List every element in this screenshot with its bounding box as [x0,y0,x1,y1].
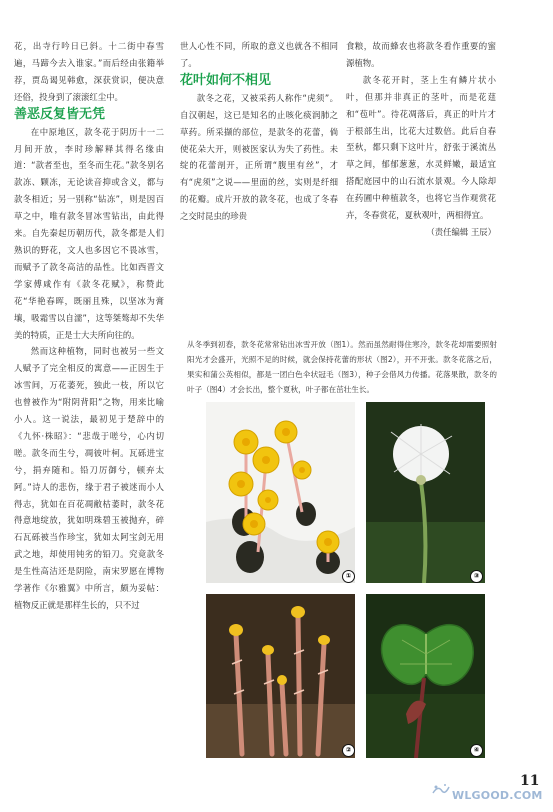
paragraph: 世人心性不同，所取的意义也就各不相同了。 [180,41,338,68]
paragraph: 花，出寺行吟日已斜。十二街中春雪遍，马蹄今去入谁家。”而后经由张籍举荐，贾岛谒见韩愈，深获赏识，便决意还俗，投身到了滚滚红尘中。 [14,41,164,102]
paragraph: 款冬之花，又被采药人称作“虎须”。自汉朝起，这已是知名的止咳化痰润肺之草药。所采撷的部位，是款冬的花蕾，倘使花朵大开，则被医家认为失了药性。未绽的花蕾剖开，正所谓“腹里有丝”，才有“虎须”之说——里面的丝，实则是纤细的花瓣。成片开放的款冬花，也成了冬春之交时昆虫的珍贵 [180,92,338,222]
paragraph: 食粮，故而蜂农也将款冬看作重要的蜜源植物。 [346,41,496,68]
paragraph: 在中原地区，款冬花于阴历十一二月间开放，李时珍解释其得名缘由道：“款者至也，至冬而生花。”款冬别名款冻、颗冻，无论读音抑或含义，都与款冬相近；另一别称“钻冻”，则是因百草之中，唯有款冬冒冰雪钻出，由此得来。自先秦起历朝历代，款冬都是人们熟识的野花，文人也多因它不畏冰雪，而赋予了款冬高洁的品性。比如西晋文学家傅咸作有《款冬花赋》，称赞此花“华艳春晖，既丽且殊，以坚冰为膏壤，吸霜雪以自濡”，这等桀骜却不失华美的特质，正是士大夫所向往的。 [14,126,164,340]
figure-number-badge: ① [342,570,355,583]
figure-number-badge: ② [342,744,355,757]
article-column-2 [180,38,338,225]
photo-flower-buds [206,594,355,758]
section-heading: 善恶反复皆无凭 [14,106,106,122]
seed-head-illustration [366,402,485,583]
article-column-3 [346,38,496,241]
photo-leaf [366,594,485,758]
paragraph: 款冬花开时，茎上生有鳞片状小叶，但那并非真正的茎叶，而是花莛和“苞叶”。待花凋落后，真正的叶片才于根部生出，比花大过数倍。此后自春至秋，都只剩下这叶片，舒张于溪流丛草之间，郁郁葱葱，水灵鲜嫩，最适宜搭配庭园中的山石流水景观。今人除却在药圃中种植款冬，也将它当作观赏花卉，冬春赏花，夏秋观叶，两相得宜。 [346,74,496,221]
photo-seed-head [366,402,485,583]
photo-flowers-in-snow [206,402,355,583]
flowers-in-snow-illustration [206,402,355,583]
watermark: WLGOOD.COM [452,789,543,802]
figure-number-badge: ④ [470,744,483,757]
page-number: 11 [520,773,540,789]
editor-credit: （责任编辑 王辰） [426,226,496,237]
watermark-logo-icon [432,783,450,797]
article-column-1 [14,38,164,614]
paragraph: 然而这种植物，同时也被另一些文人赋予了完全相反的寓意——正因生于冰雪间，万花萎死，独此一枝，所以它也曾被作为“附阴背阳”之物，用来比喻小人。这一说法，最初见于楚辞中的《九怀·株昭》：“悲哉于嗟兮，心内切嗟。款冬而生兮，凋彼叶柯。瓦砾进宝兮，捐弃随和。铅刀厉御兮，顿弃太阿。”诗人的悲伤，缘于君子被迷而小人得志，犹如在百花凋敝枯萎时，款冬花得意地绽放，犹如明珠碧玉被抛弃，碎石瓦砾被当作珍宝，犹如太阿宝剑无用武之地，却使用钝劣的铅刀。究竟款冬是生性高洁还是阴险，南宋罗愿在博物学著作《尔雅翼》中所言，颇为妥帖：植物反正就是那样生长的，只不过 [14,346,164,610]
section-heading: 花叶如何不相见 [180,72,272,88]
figure-caption: 从冬季到初春，款冬花常常钻出冰雪开放（图1）。然而虽然耐得住寒冷，款冬花却需要照射阳光才会盛开，光照不足的时候，就会保持花蕾的形状（图2），开不开张。款冬花落之后，果实和蒲公英相似，都是一团白色伞状冠毛（图3），种子会借风力传播。花落果散，款冬的叶子（图4）才会长出，整个夏秋，叶子都在茁壮生长。 [187,340,497,394]
figure-number-badge: ③ [470,570,483,583]
flower-buds-illustration [206,594,355,758]
leaf-illustration [366,594,485,758]
